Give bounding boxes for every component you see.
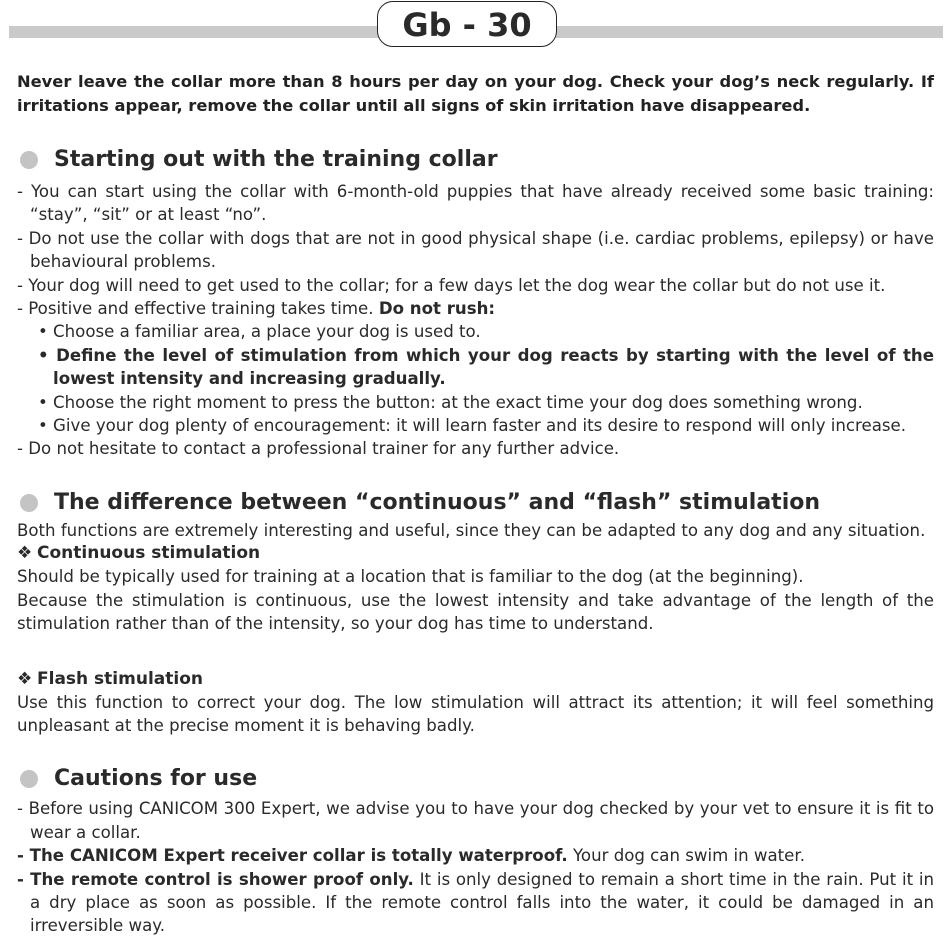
bullet-item: • Choose the right moment to press the button: at the exact time your dog does something wrong. <box>38 392 863 412</box>
list-item-emphasis: - The CANICOM Expert receiver collar is totally waterproof. <box>17 846 568 866</box>
paragraph: Because the stimulation is continuous, use the lowest intensity and take advantage of the length of the stimulation rather than of the intensity, so your dog has time to understand. <box>17 590 934 634</box>
list-item-text: Your dog can swim in water. <box>567 846 805 866</box>
list-item-text: It is only designed to remain a short time in the rain. Put it in a dry place as soon as possible. If the remote control falls into the water, it could be damaged in an irreversible way. <box>30 869 934 936</box>
circle-bullet-icon <box>20 494 38 512</box>
list-item-emphasis: Do not rush: <box>378 299 496 319</box>
list-item: - Before using CANICOM 300 Expert, we advise you to have your dog checked by your vet to ensure it is fit to wear a collar. <box>17 799 934 842</box>
section-cautions <box>17 797 934 937</box>
bullet-item: • Choose a familiar area, a place your dog is used to. <box>38 322 481 342</box>
list-item <box>17 297 934 320</box>
warning-text: Never leave the collar more than 8 hours per day on your dog. Check your dog’s neck regularly. If irritations appear, remove the collar until all signs of skin irritation have disappeared. <box>17 72 934 115</box>
section-title-cautions <box>17 765 934 793</box>
section-title-stimulation <box>17 489 934 517</box>
paragraph: Both functions are extremely interesting and useful, since they can be adapted to any dog and any situation. <box>17 520 926 540</box>
list-item <box>17 844 934 867</box>
list-item-emphasis: - The remote control is shower proof only. <box>17 869 414 889</box>
document-body <box>17 70 934 938</box>
section-title-text: Starting out with the training collar <box>54 147 498 172</box>
subheading-text: Flash stimulation <box>37 668 203 689</box>
section-title-text: Cautions for use <box>54 766 258 792</box>
list-item: - Do not hesitate to contact a professional trainer for any further advice. <box>17 439 620 459</box>
subheading-continuous <box>17 542 934 565</box>
list-item <box>17 868 934 938</box>
page-label: Gb - 30 <box>377 1 557 47</box>
circle-bullet-icon <box>20 770 38 788</box>
paragraph: Should be typically used for training at a location that is familiar to the dog (at the beginning). <box>17 567 804 587</box>
subheading-flash <box>17 668 934 691</box>
list-item-text: - Positive and effective training takes time. <box>17 299 379 319</box>
circle-bullet-icon <box>20 151 38 169</box>
section-title-text: The difference between “continuous” and “flash” stimulation <box>54 489 821 515</box>
section-starting-out <box>17 180 934 461</box>
bullet-item: • Define the level of stimulation from which your dog reacts by starting with the level of the lowest intensity and increasing gradually. <box>38 345 934 389</box>
subheading-text: Continuous stimulation <box>37 543 261 564</box>
paragraph: Use this function to correct your dog. The low stimulation will attract its attention; it will feel something unpleasant at the precise moment it is behaving badly. <box>17 692 934 735</box>
section-stimulation <box>17 519 934 737</box>
list-item: - You can start using the collar with 6-month-old puppies that have already received some basic training: “stay”, “sit” or at least “no”. <box>17 182 934 225</box>
four-diamond-icon: ❖ <box>17 668 33 689</box>
list-item: - Your dog will need to get used to the collar; for a few days let the dog wear the collar but do not use it. <box>17 275 886 295</box>
four-diamond-icon: ❖ <box>17 543 33 564</box>
list-item: - Do not use the collar with dogs that are not in good physical shape (i.e. cardiac problems, epilepsy) or have behavioural problems. <box>17 228 934 272</box>
bullet-item: • Give your dog plenty of encouragement: it will learn faster and its desire to respond will only increase. <box>38 416 907 436</box>
section-title-starting-out <box>17 146 934 174</box>
